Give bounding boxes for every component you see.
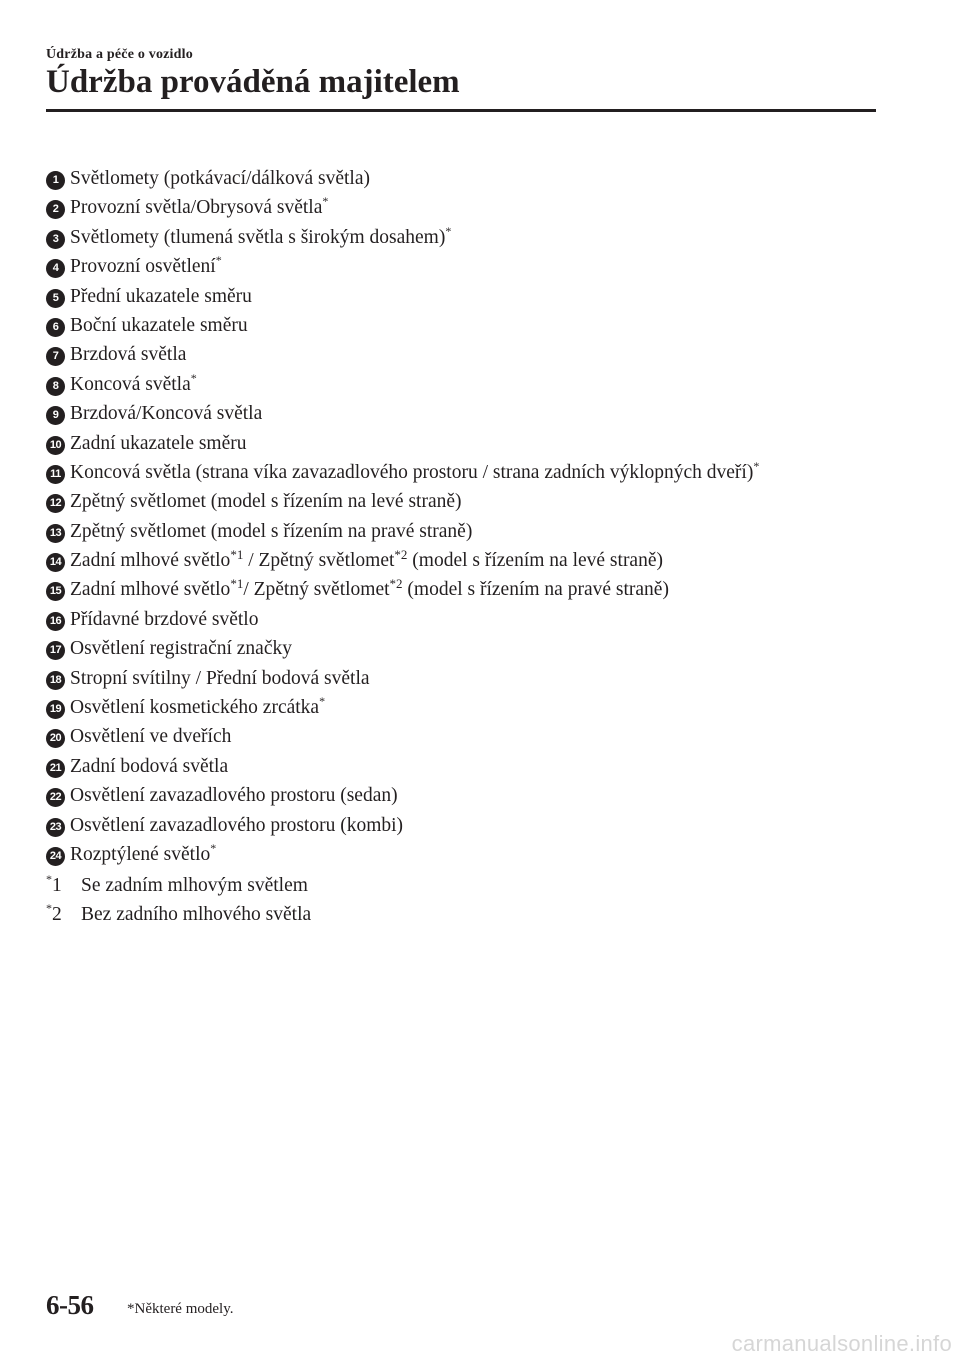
watermark: carmanualsonline.info <box>731 1331 952 1356</box>
item-number-badge: 9 <box>46 406 65 425</box>
item-number-badge: 24 <box>46 847 65 866</box>
item-text: Boční ukazatele směru <box>70 314 248 336</box>
list-item <box>46 811 759 840</box>
footnote-ref-2: *2 <box>389 576 403 592</box>
list-item <box>46 252 759 281</box>
item-number-badge: 19 <box>46 700 65 719</box>
list-item <box>46 429 759 458</box>
list-item <box>46 487 759 516</box>
item-number-badge: 22 <box>46 788 65 807</box>
item-text: Brzdová/Koncová světla <box>70 403 263 425</box>
item-number-badge: 7 <box>46 347 65 366</box>
item-text: Osvětlení zavazadlového prostoru (sedan) <box>70 785 398 807</box>
item-text: Přídavné brzdové světlo <box>70 608 259 630</box>
item-number-badge: 8 <box>46 377 65 396</box>
light-list <box>46 164 759 869</box>
item-text: Světlomety (potkávací/dálková světla) <box>70 168 370 189</box>
item-text: Stropní svítilny / Přední bodová světla <box>70 667 370 689</box>
item-text: Zadní bodová světla <box>70 755 229 777</box>
item-text: Osvětlení zavazadlového prostoru (kombi) <box>70 814 404 836</box>
item-text: (model s řízením na pravé straně) <box>402 579 669 601</box>
list-item <box>46 223 759 252</box>
footnote-ref-2: *2 <box>394 547 408 563</box>
some-models-asterisk: * <box>753 458 760 473</box>
some-models-note: *Některé modely. <box>127 1301 234 1317</box>
footnote-text: Bez zadního mlhového světla <box>81 904 312 926</box>
list-item <box>46 193 759 222</box>
footnote-1 <box>46 871 311 900</box>
item-text: Světlomety (tlumená světla s širokým dosahem) <box>70 226 446 248</box>
page-title: Údržba prováděná majitelem <box>46 64 460 100</box>
some-models-asterisk: * <box>319 694 326 709</box>
footnote-2 <box>46 900 311 929</box>
item-text: Brzdová světla <box>70 344 187 366</box>
list-item <box>46 781 759 810</box>
list-item <box>46 722 759 751</box>
item-number-badge: 11 <box>46 465 65 484</box>
list-item <box>46 370 759 399</box>
item-number-badge: 4 <box>46 259 65 278</box>
item-number-badge: 15 <box>46 582 65 601</box>
footnote-marker <box>46 900 81 929</box>
item-text: Koncová světla (strana víka zavazadlového prostoru / strana zadních výklopných dveří) <box>70 461 754 483</box>
title-divider <box>46 109 876 112</box>
page-number: 6-56 <box>46 1290 94 1320</box>
footnote-text: Se zadním mlhovým světlem <box>81 875 308 896</box>
footnote-ref-1: *1 <box>230 576 244 592</box>
item-text: Zadní ukazatele směru <box>70 432 247 454</box>
item-number-badge: 17 <box>46 641 65 660</box>
list-item <box>46 311 759 340</box>
footnote-ref-1: *1 <box>230 547 244 563</box>
some-models-asterisk: * <box>215 253 222 268</box>
item-number-badge: 16 <box>46 612 65 631</box>
list-item <box>46 517 759 546</box>
item-number-badge: 1 <box>46 171 65 190</box>
list-item <box>46 840 759 869</box>
item-text: Provozní světla/Obrysová světla <box>70 197 323 219</box>
list-item <box>46 282 759 311</box>
item-text: Zadní mlhové světlo <box>70 579 231 601</box>
some-models-asterisk: * <box>322 194 329 209</box>
list-item <box>46 546 759 575</box>
list-item <box>46 664 759 693</box>
item-text: Zpětný světlomet (model s řízením na levé straně) <box>70 491 462 513</box>
list-item <box>46 605 759 634</box>
item-text: Osvětlení registrační značky <box>70 638 292 660</box>
item-text: Provozní osvětlení <box>70 256 216 278</box>
item-text: / Zpětný světlomet <box>243 579 390 601</box>
section-label: Údržba a péče o vozidlo <box>46 47 193 62</box>
footnote-number: 2 <box>52 904 62 926</box>
list-item <box>46 693 759 722</box>
footnote-number: 1 <box>52 875 62 896</box>
item-number-badge: 6 <box>46 318 65 337</box>
list-item <box>46 399 759 428</box>
some-models-asterisk: * <box>190 370 197 385</box>
item-number-badge: 10 <box>46 436 65 455</box>
item-number-badge: 18 <box>46 671 65 690</box>
item-number-badge: 5 <box>46 289 65 308</box>
footnote-asterisk: * <box>46 872 52 886</box>
list-item <box>46 575 759 604</box>
item-text: Osvětlení ve dveřích <box>70 726 232 748</box>
item-text: Zpětný světlomet (model s řízením na pravé straně) <box>70 520 473 542</box>
some-models-asterisk: * <box>210 840 217 855</box>
item-number-badge: 20 <box>46 729 65 748</box>
list-item <box>46 340 759 369</box>
list-item <box>46 752 759 781</box>
item-number-badge: 14 <box>46 553 65 572</box>
item-text: Osvětlení kosmetického zrcátka <box>70 697 320 719</box>
footnote-marker <box>46 871 81 900</box>
item-text: / Zpětný světlomet <box>243 550 395 572</box>
item-text: Zadní mlhové světlo <box>70 550 231 572</box>
item-number-badge: 2 <box>46 200 65 219</box>
item-text: Rozptýlené světlo <box>70 843 211 865</box>
item-number-badge: 3 <box>46 230 65 249</box>
list-item <box>46 634 759 663</box>
item-number-badge: 13 <box>46 524 65 543</box>
item-number-badge: 12 <box>46 494 65 513</box>
some-models-asterisk: * <box>445 223 452 238</box>
footnote-asterisk: * <box>46 901 52 916</box>
item-number-badge: 23 <box>46 818 65 837</box>
list-item <box>46 458 759 487</box>
list-item <box>46 164 759 193</box>
item-number-badge: 21 <box>46 759 65 778</box>
item-text: Koncová světla <box>70 373 191 395</box>
item-text: (model s řízením na levé straně) <box>407 550 663 572</box>
footnotes <box>46 871 311 930</box>
item-text: Přední ukazatele směru <box>70 285 252 307</box>
